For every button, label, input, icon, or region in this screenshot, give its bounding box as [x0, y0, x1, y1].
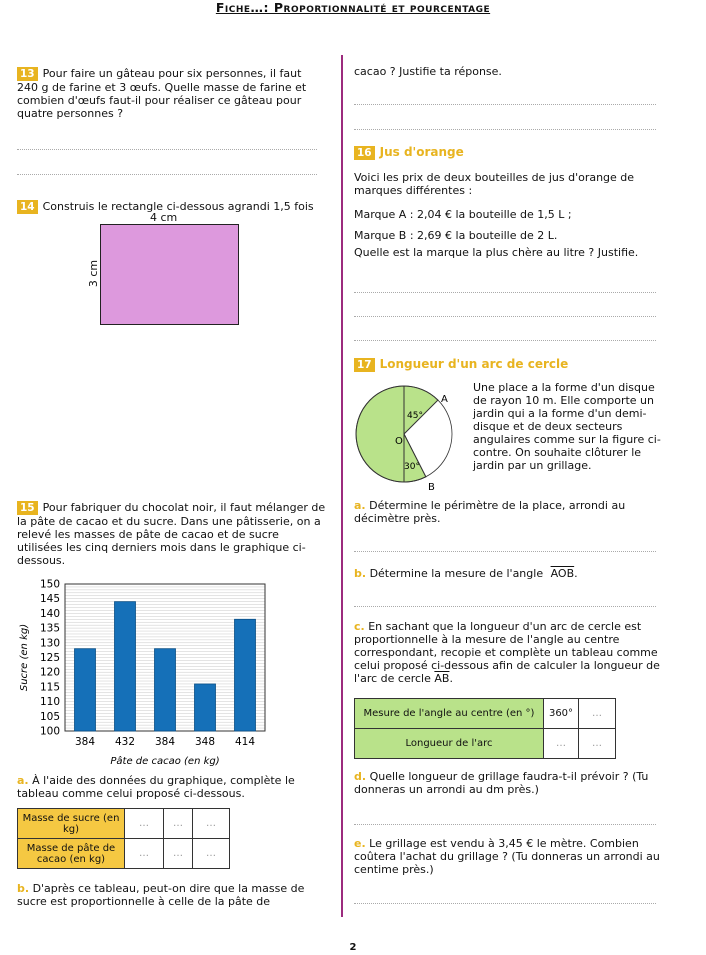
- ex16-paragraph: Voici les prix de deux bouteilles de jus d'orange de marques différentes :: [354, 171, 635, 197]
- page-title: Fiche…: Proportionnalité et pourcentage: [215, 0, 491, 15]
- table-cell: …: [125, 809, 164, 839]
- table-cell: …: [164, 839, 193, 869]
- question-text: Détermine la mesure de l'angle: [369, 567, 544, 580]
- bar: [75, 649, 96, 731]
- exercise-13-text: Pour faire un gâteau pour six personnes, il faut 240 g de farine et 3 œufs. Quelle masse de farine et combien d'œufs faut-il pour réaliser ce gâteau pour quatre personnes ?: [17, 67, 307, 120]
- exercise-15-text: Pour fabriquer du chocolat noir, il faut mélanger de la pâte de cacao et du sucre. Dans une pâtisserie, on a relevé les masses de pâte de cacao et de sucre utilisées les cinq derniers mois dans le graphique ci-dessous.: [17, 501, 326, 567]
- x-tick-label: 348: [194, 736, 216, 748]
- answer-line: [354, 824, 656, 825]
- exercise-number: 13: [17, 67, 38, 81]
- y-tick-label: 145: [39, 593, 60, 606]
- bar-chart: [15, 578, 275, 768]
- ex17-a: [354, 499, 666, 525]
- angle-aob: $\overline{AOB}$: [550, 567, 575, 580]
- x-tick-label: 384: [154, 736, 176, 748]
- y-tick-label: 130: [39, 637, 60, 650]
- exercise-15: [17, 501, 327, 567]
- exercise-15-a: [17, 774, 329, 800]
- y-tick-label: 110: [39, 696, 60, 709]
- table-cell: …: [193, 839, 230, 869]
- question-text: D'après ce tableau, peut-on dire que la masse de sucre est proportionnelle à celle de la pâte de: [17, 882, 305, 908]
- ex17-b: b. Détermine la mesure de l'angle $\overline{AOB}$.: [354, 567, 578, 580]
- bar: [235, 619, 256, 731]
- question-letter: c.: [354, 620, 365, 633]
- y-tick-label: 120: [39, 666, 60, 679]
- exercise-number: 16: [354, 146, 375, 160]
- exercise-title: Jus d'orange: [379, 145, 464, 159]
- exercise-14-text: Construis le rectangle ci-dessous agrandi 1,5 fois: [42, 200, 314, 213]
- exercise-number: 14: [17, 200, 38, 214]
- y-tick-label: 105: [39, 710, 60, 723]
- rect-width-label: 4 cm: [150, 211, 178, 224]
- sugar-cacao-table: [17, 808, 230, 869]
- bar: [115, 602, 136, 731]
- exercise-15-b: [17, 882, 329, 908]
- y-tick-label: 125: [39, 652, 60, 664]
- table-cell: …: [193, 809, 230, 839]
- exercise-16-heading: [354, 145, 464, 160]
- table-header-sugar: Masse de sucre (en kg): [18, 809, 125, 839]
- answer-line: [17, 149, 317, 150]
- answer-line: [17, 174, 317, 175]
- table-cell: …: [125, 839, 164, 869]
- ex16-brand-a: Marque A : 2,04 € la bouteille de 1,5 L ;: [354, 208, 572, 221]
- answer-line: [354, 104, 656, 105]
- y-tick-label: 100: [39, 725, 60, 738]
- point-o-label: O: [395, 436, 403, 447]
- ex17-e: [354, 837, 666, 876]
- bar: [155, 649, 176, 731]
- y-tick-label: 115: [39, 681, 60, 694]
- y-axis-label: Sucre (en kg): [19, 623, 30, 692]
- y-tick-label: 150: [39, 578, 60, 591]
- angle-arc-table: [354, 698, 616, 759]
- ex16-question: Quelle est la marque la plus chère au litre ? Justifie.: [354, 246, 639, 259]
- exercise-title: Longueur d'un arc de cercle: [379, 357, 569, 371]
- question-text: Le grillage est vendu à 3,45 € le mètre. Combien coûtera l'achat du grillage ? (Tu donneras un arrondi au centime près.): [354, 837, 660, 876]
- question-letter: a.: [17, 774, 29, 787]
- exercise-17-heading: [354, 357, 568, 372]
- exercise-number: 17: [354, 358, 375, 372]
- question-letter: b.: [354, 567, 367, 580]
- question-text: Quelle longueur de grillage faudra-t-il prévoir ? (Tu donneras un arrondi au dm près.): [354, 770, 649, 796]
- x-tick-label: 384: [74, 736, 96, 748]
- question-letter: a.: [354, 499, 366, 512]
- question-letter: e.: [354, 837, 366, 850]
- bar: [195, 684, 216, 731]
- point-a-label: A: [441, 394, 448, 405]
- table-cell: …: [579, 699, 616, 729]
- table-header-arc: Longueur de l'arc: [355, 729, 544, 759]
- rectangle-figure: [100, 224, 239, 325]
- answer-line: [354, 551, 656, 552]
- ex16-brand-b: Marque B : 2,69 € la bouteille de 2 L.: [354, 229, 558, 242]
- x-tick-label: 432: [114, 736, 136, 748]
- ex17-c: c. En sachant que la longueur d'un arc de cercle est proportionnelle à la mesure de l'angle au centre correspondant, recopie et complète un tableau comme celui proposé ci-dessous afin de calculer la longueur de l'arc de cercle $\overline{AB}$.: [354, 620, 660, 685]
- exercise-13: [17, 67, 325, 120]
- circle-figure: [348, 380, 470, 492]
- answer-line: [354, 292, 656, 293]
- y-tick-label: 135: [39, 622, 60, 635]
- table-cell: …: [579, 729, 616, 759]
- column-divider: [341, 55, 343, 917]
- answer-line: [354, 903, 656, 904]
- question-text: À l'aide des données du graphique, complète le tableau comme celui proposé ci-dessous.: [17, 774, 295, 800]
- table-header-cacao: Masse de pâte de cacao (en kg): [18, 839, 125, 869]
- question-text: Détermine le périmètre de la place, arrondi au décimètre près.: [354, 499, 626, 525]
- garden-sector-30: [404, 434, 426, 482]
- x-axis-label: Pâte de cacao (en kg): [110, 756, 220, 767]
- table-cell-360: 360°: [544, 699, 579, 729]
- page-number: 2: [349, 942, 357, 953]
- answer-line: [354, 606, 656, 607]
- table-header-angle: Mesure de l'angle au centre (en °): [355, 699, 544, 729]
- angle-30-label: 30°: [404, 462, 420, 472]
- x-tick-label: 414: [234, 736, 256, 748]
- y-tick-label: 140: [39, 607, 60, 620]
- arc-ab: $\overline{AB}$: [434, 672, 450, 685]
- table-cell: …: [544, 729, 579, 759]
- ex17-d: [354, 770, 666, 796]
- answer-line: [354, 129, 656, 130]
- ex17-intro: Une place a la forme d'un disque de rayon 10 m. Elle comporte un jardin qui a la forme d'un demi-disque et de deux secteurs angulaires comme sur la figure ci-contre. On souhaite clôturer le jardin par un grillage.: [473, 381, 661, 472]
- point-b-label: B: [428, 482, 435, 492]
- rect-height-label: 3 cm: [87, 259, 101, 288]
- exercise-number: 15: [17, 501, 38, 515]
- answer-line: [354, 316, 656, 317]
- question-text: En sachant que la longueur d'un arc de cercle est proportionnelle à la mesure de l'angle au centre correspondant, recopie et complète un tableau comme celui proposé ci-dessous afin de calculer la longueur de l'arc de cercle: [354, 620, 660, 685]
- question-letter: b.: [17, 882, 30, 895]
- table-cell: …: [164, 809, 193, 839]
- angle-45-label: 45°: [407, 411, 423, 421]
- answer-line: [354, 340, 656, 341]
- question-letter: d.: [354, 770, 367, 783]
- garden-sector-45: [404, 386, 438, 434]
- exercise-15-b-continued: cacao ? Justifie ta réponse.: [354, 65, 502, 78]
